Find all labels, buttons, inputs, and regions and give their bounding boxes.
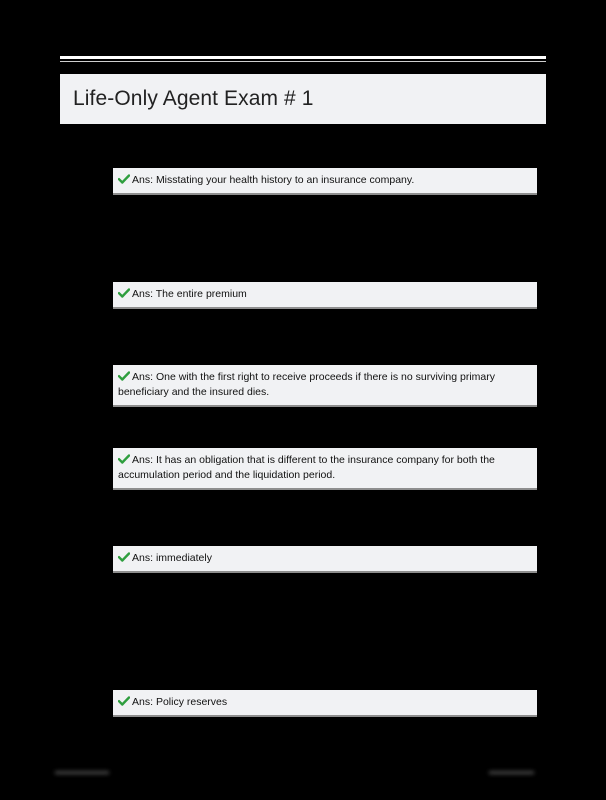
answer-text: immediately (155, 552, 212, 564)
answer-prefix: Ans: (132, 454, 154, 466)
answer-text: One with the first right to receive proceeds if there is no surviving primary beneficiary and the insured dies. (118, 371, 495, 398)
answer-prefix: Ans: (132, 552, 154, 564)
check-icon (118, 454, 130, 464)
answer-prefix: Ans: (132, 174, 154, 186)
check-icon (118, 174, 130, 184)
answer-box (113, 448, 537, 490)
answer-prefix: Ans: (132, 371, 154, 383)
answer-prefix: Ans: (132, 696, 154, 708)
answer-text: Policy reserves (155, 696, 228, 708)
footer-left-blurred: ▬▬▬▬▬▬ (55, 766, 109, 776)
answer-box (113, 546, 537, 573)
answer-box (113, 168, 537, 195)
header-rule (60, 56, 546, 59)
check-icon (118, 371, 130, 381)
answer-text: It has an obligation that is different to the insurance company for both the accumulation period and the liquidation period. (118, 454, 495, 481)
check-icon (118, 552, 130, 562)
answer-box (113, 365, 537, 407)
check-icon (118, 288, 130, 298)
document-title: Life-Only Agent Exam # 1 (73, 87, 314, 110)
answer-box (113, 690, 537, 717)
answer-text: Misstating your health history to an insurance company. (155, 174, 415, 186)
answer-text: The entire premium (155, 288, 247, 300)
answer-prefix: Ans: (132, 288, 154, 300)
footer-page-number-blurred: ▬▬▬▬▬ (489, 766, 534, 776)
document-title-box (60, 74, 546, 124)
check-icon (118, 696, 130, 706)
answer-box (113, 282, 537, 309)
header-rule-thin (60, 61, 546, 62)
